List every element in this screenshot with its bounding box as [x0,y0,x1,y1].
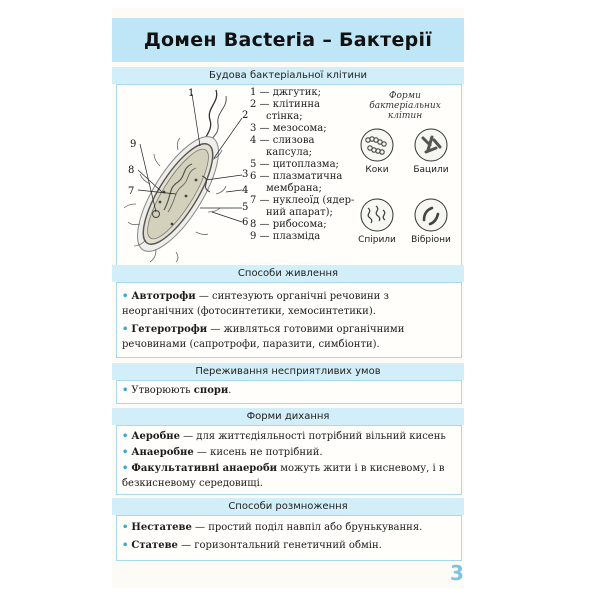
respiration-header: Форми дихання [112,408,464,425]
page-number: 3 [450,561,464,585]
diagram-label-1: 1 [188,88,195,99]
structure-header: Будова бактеріальної клітини [112,67,464,84]
diagram-label-6: 6 [242,217,249,228]
diagram-label-9: 9 [130,139,137,150]
form-caption-spirilla: Спірили [358,235,396,245]
legend-line: 9 — плазміда [250,231,321,242]
nutrition-item: • Гетеротрофи — живляться готовими органічними речовинами (сапротрофи, паразити, симбіонти). [122,324,405,350]
form-caption-cocci: Коки [365,165,389,175]
diagram-label-4: 4 [242,185,249,196]
diagram-label-2: 2 [242,110,249,121]
legend-line: стінка; [266,111,303,122]
reproduction-item: • Нестатеве — простий поділ навпіл або брунькування. [122,522,423,533]
survival-item: • Утворюють спори. [122,385,232,396]
legend-line: 6 — плазматична [250,171,343,182]
legend-line: ний апарат); [266,207,333,218]
survival-header: Переживання несприятливих умов [112,363,464,380]
legend-line: 3 — мезосома; [250,123,327,134]
form-caption-vibrio: Вібріони [411,235,451,245]
respiration-item: • Анаеробне — кисень не потрібний. [122,447,323,458]
reproduction-item: • Статеве — горизонтальний генетичний обмін. [122,540,382,551]
legend-line: 2 — клітинна [250,99,321,110]
forms-title: Форми бактеріальних клітин [369,91,441,121]
diagram-label-3: 3 [242,169,249,180]
form-caption-bacilli: Бацили [413,165,449,175]
spirilla-icon [360,198,394,232]
bacterium-diagram [116,84,250,264]
respiration-item: • Аеробне — для життєдіяльності потрібний вільний кисень [122,431,446,442]
diagram-label-7: 7 [128,186,135,197]
legend-line: 1 — джгутик; [250,87,322,98]
respiration-item: • Факультативні анаероби можуть жити і в кисневому, і в безкисневому середовищі. [122,463,445,489]
nutrition-header: Способи живлення [112,265,464,282]
legend-line: 5 — цитоплазма; [250,159,339,170]
bacilli-icon [414,128,448,162]
legend-line: мембрана; [266,183,322,194]
page-title: Домен Bacteria – Бактерії [112,18,464,62]
reproduction-header: Способи розмноження [112,498,464,515]
diagram-label-8: 8 [128,165,135,176]
legend-line: капсула; [266,147,313,158]
cocci-icon [360,128,394,162]
legend-line: 7 — нуклеоїд (ядер- [250,195,355,206]
textbook-page [112,8,464,588]
diagram-label-5: 5 [242,202,249,213]
legend-line: 8 — рибосома; [250,219,327,230]
nutrition-item: • Автотрофи — синтезують органічні речовини з неорганічних (фотосинтетики, хемосинтетики). [122,291,389,317]
vibrio-icon [414,198,448,232]
legend-line: 4 — слизова [250,135,315,146]
